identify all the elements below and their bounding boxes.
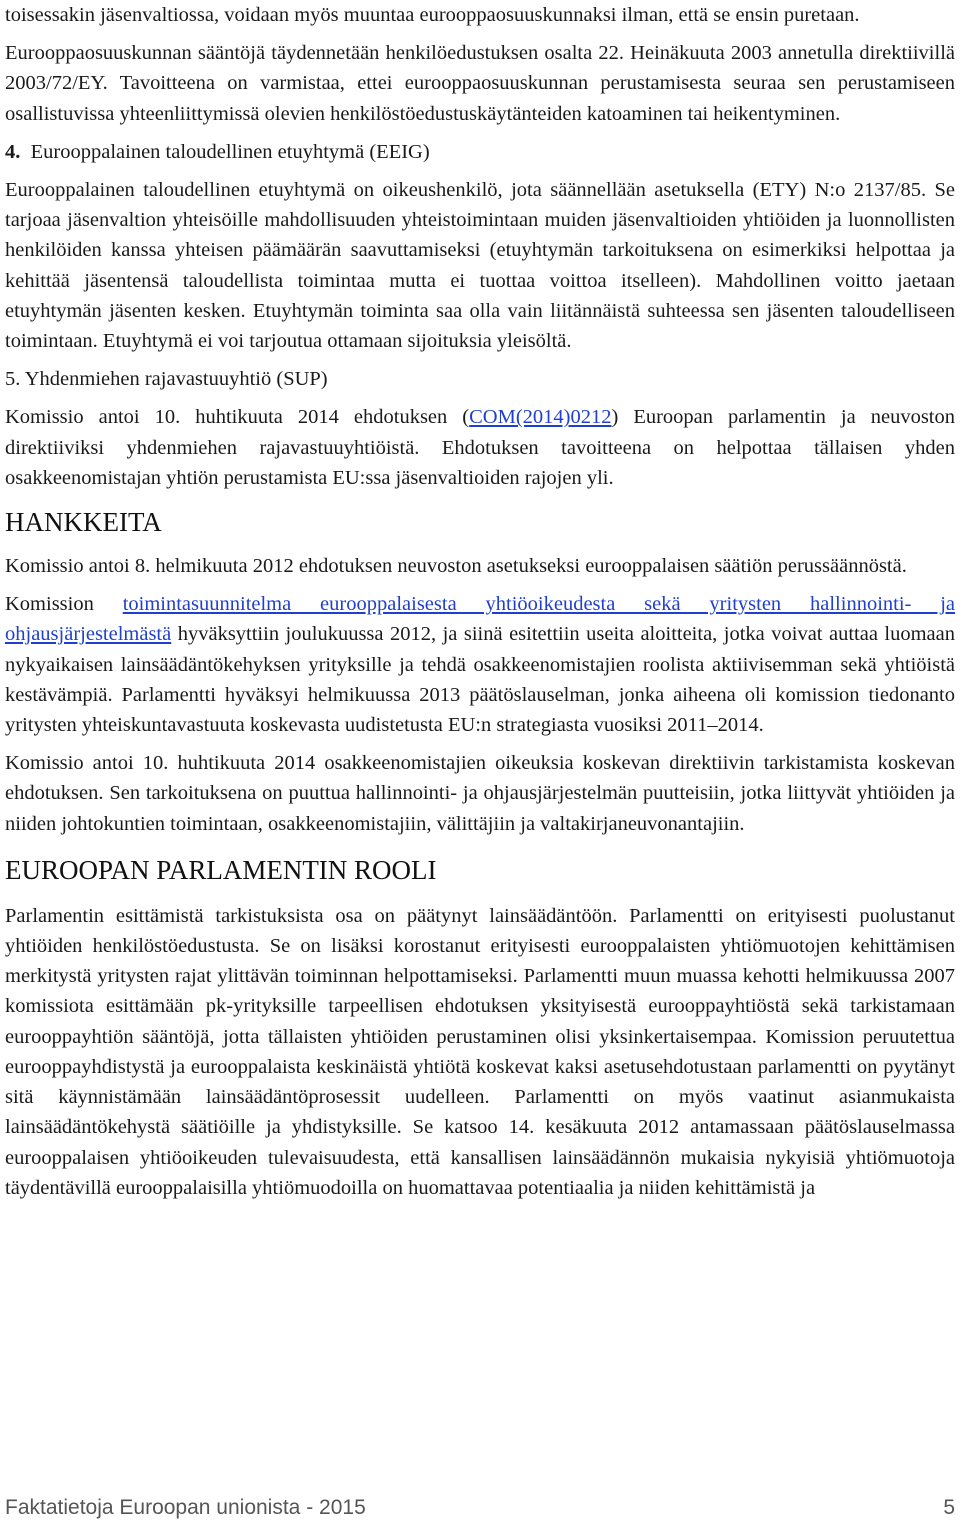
paragraph-eeig: Eurooppalainen taloudellinen etuyhtymä on oikeushenkilö, jota säännellään asetuksella (ETY) N:o 2137/85. Se tarjoaa jäsenvaltion yhteisöille mahdollisuuden yhteistoimintaan muiden jäsenvaltioiden yhtiöiden ja luonnollisten henkilöiden kanssa yhteisen päämäärän saavuttamiseksi (etuyhtymän tarkoituksena on esimerkiksi helpottaa ja kehittää jäsentensä taloudellista toimintaa mutta ei tuottaa voittoa itselleen). Mahdollinen voitto jaetaan etuyhtymän jäsenten kesken. Etuyhtymän toiminta saa olla vain liitännäistä suhteessa sen jäsenten taloudelliseen toimintaan. Etuyhtymä ei voi tarjoutua ottamaan sijoituksia yleisöltä. xyxy=(5,179,955,353)
paragraph-action-plan-text-end: hyväksyttiin joulukuussa 2012, ja siinä esitettiin useita aloitteita, jotka voivat auttaa luomaan nykyaikaisen lainsäädäntökehyksen yrityksille ja tehdä osakkeenomistajien roolista aktiivisemman sekä yhtiöistä kestävämpiä. Parlamentti hyväksyi helmikuussa 2013 päätöslauselman, jonka aiheena oli komission tiedonanto yritysten yhteiskuntavastuuta koskevasta uudistetusta EU:n strategiasta vuosiksi 2011–2014. xyxy=(5,623,955,737)
paragraph-projects-foundation: Komissio antoi 8. helmikuuta 2012 ehdotuksen neuvoston asetukseksi eurooppalaisen säätiön perussäännöstä. xyxy=(5,555,907,578)
section-number-eeig: 4. xyxy=(5,140,21,163)
section-heading-sup: 5. Yhdenmiehen rajavastuuyhtiö (SUP) xyxy=(5,368,328,391)
com-2014-0212-link[interactable]: COM(2014)0212 xyxy=(469,406,612,429)
paragraph-action-plan-text-start: Komission xyxy=(5,593,123,616)
page-number: 5 xyxy=(943,1496,955,1519)
section-title-eeig: Eurooppalainen taloudellinen etuyhtymä (EEIG) xyxy=(30,140,430,163)
action-plan-link[interactable]: toimintasuunnitelma eurooppalaisesta yhtiöoikeudesta sekä yritysten hallinnointi- ja ohjausjärjestelmästä xyxy=(5,593,955,646)
document-page xyxy=(5,0,955,1203)
paragraph-continuation: toisessakin jäsenvaltiossa, voidaan myös muuntaa eurooppaosuuskunnaksi ilman, että se ensin puretaan. xyxy=(5,4,860,26)
paragraph-european-cooperative: Eurooppaosuuskunnan sääntöjä täydennetään henkilöedustuksen osalta 22. Heinäkuuta 2003 annetulla direktiivillä 2003/72/EY. Tavoitteena on varmistaa, ettei eurooppaosuuskunnan perustamisesta seuraa sen perustamiseen osallistuvissa yhteenliittymissä olevien henkilöstöedustuskäytänteiden katoaminen tai heikentyminen. xyxy=(5,42,955,125)
heading-parliament-role: EUROOPAN PARLAMENTIN ROOLI xyxy=(5,854,437,885)
section-heading-eeig xyxy=(5,137,955,167)
heading-projects: HANKKEITA xyxy=(5,507,162,538)
paragraph-sup-text-end: ) Euroopan parlamentin ja neuvoston direktiiviksi yhdenmiehen rajavastuuyhtiöistä. Ehdotuksen tavoitteena on helpottaa tällaisen yhden osakkeenomistajan yhtiön perustamista EU:ssa jäsenvaltioiden rajojen yli. xyxy=(5,406,955,489)
paragraph-projects-shareholder-rights: Komissio antoi 10. huhtikuuta 2014 osakkeenomistajien oikeuksia koskevan direktiivin tarkistamista koskevan ehdotuksen. Sen tarkoituksena on puuttua hallinnointi- ja ohjausjärjestelmän puutteisiin, jotka liittyvät yhtiöiden ja niiden johtokuntien toimintaan, osakkeenomistajiin, välittäjiin ja valtakirjaneuvonantajiin. xyxy=(5,752,955,835)
paragraph-projects-action-plan xyxy=(5,589,955,740)
paragraph-sup xyxy=(5,402,955,493)
paragraph-sup-text-start: Komissio antoi 10. huhtikuuta 2014 ehdotuksen ( xyxy=(5,406,470,429)
paragraph-parliament-role: Parlamentin esittämistä tarkistuksista osa on päätynyt lainsäädäntöön. Parlamentti on erityisesti puolustanut yhtiöiden henkilöstöedustusta. Se on lisäksi korostanut erityisesti eurooppalaisten yhtiömuotojen kehittämisen merkitystä yritysten rajat ylittävän toiminnan helpottamiseksi. Parlamentti muun muassa kehotti helmikuussa 2007 komissiota esittämään pk-yrityksille tarpeellisen ehdotuksen yksityisestä eurooppayhtiöstä sekä tarkistamaan eurooppayhtiön sääntöjä, jotta tällaisten yhtiöiden perustaminen olisi yksinkertaisempaa. Komission peruutettua eurooppayhdistystä ja eurooppalaista keskinäistä yhtiötä koskevat kaksi asetusehdotustaan parlamentti on pyytänyt sitä käynnistämään lainsäädäntöprosessit uudelleen. Parlamentti on myös vaatinut asianmukaista lainsäädäntökehystä säätiöille ja yhdistyksille. Se katsoo 14. kesäkuuta 2012 antamassaan päätöslauselmassa eurooppalaisen yhtiöoikeuden tulevaisuudesta, että kansallisen lainsäädännön mukaisia nykyisiä yhtiömuotoja täydentävillä eurooppalaisilla yhtiömuodoilla on huomattavaa potentiaalia ja niiden kehittämistä ja xyxy=(5,904,955,1199)
footer-title: Faktatietoja Euroopan unionista - 2015 xyxy=(5,1496,366,1519)
